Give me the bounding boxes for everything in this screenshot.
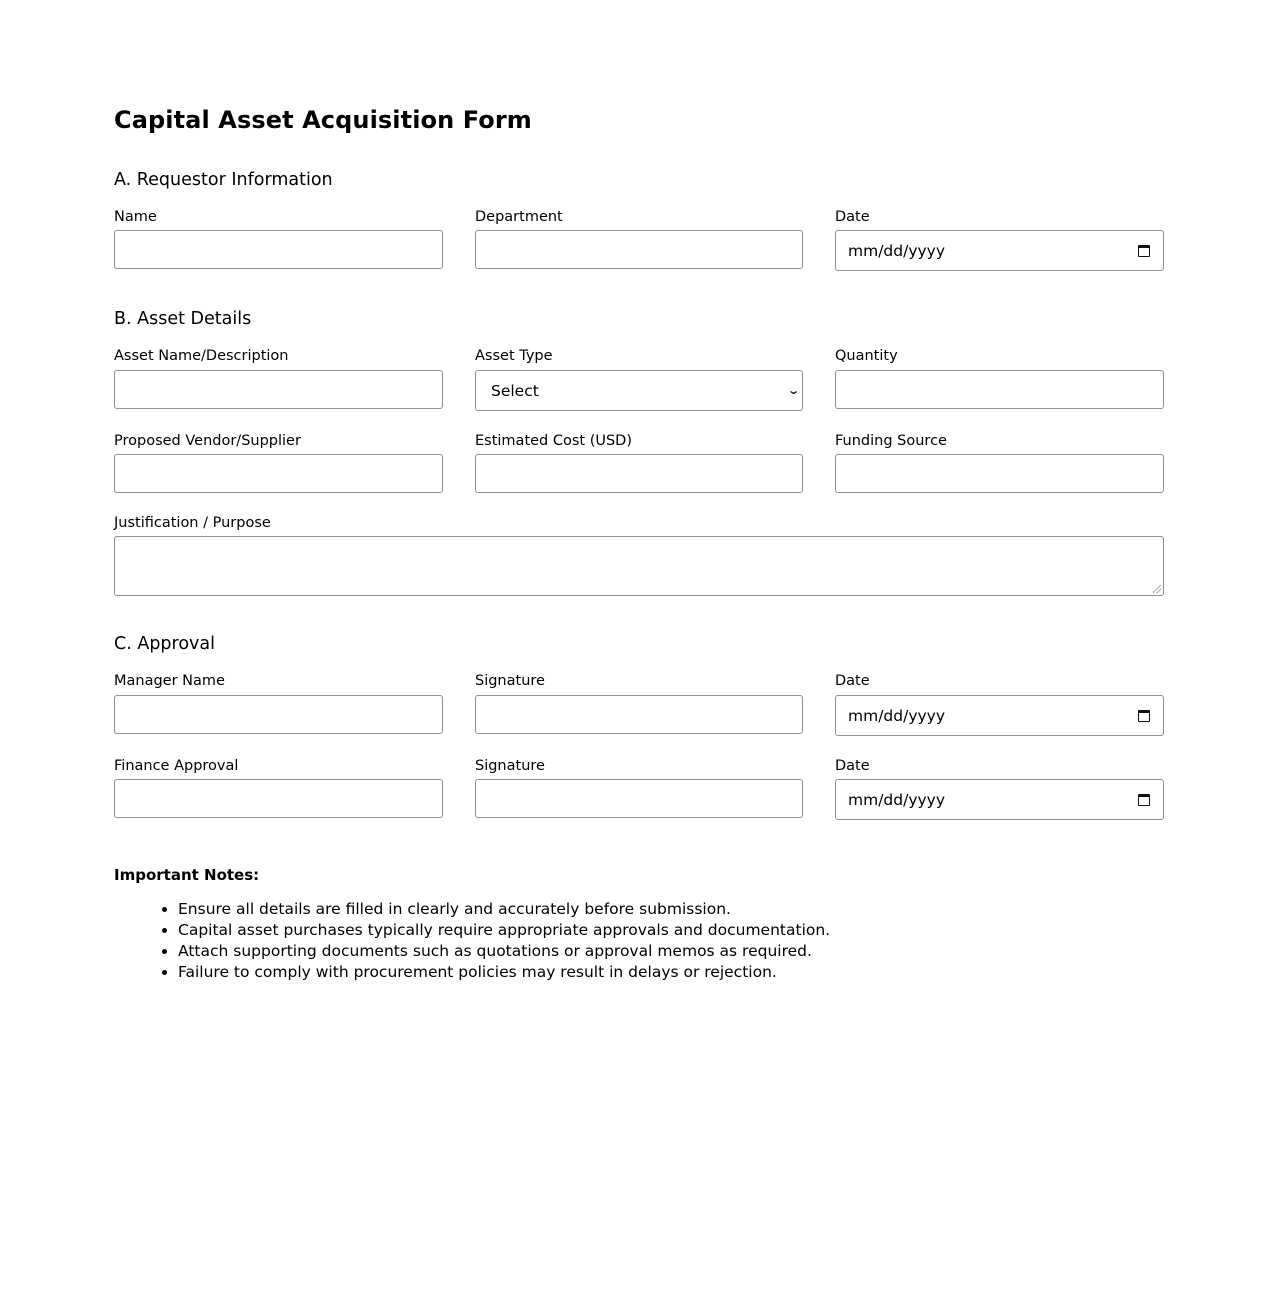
requestor-date-input[interactable] bbox=[835, 230, 1164, 271]
justification-textarea[interactable] bbox=[114, 536, 1164, 596]
asset-type-selected-value: Select bbox=[491, 381, 539, 400]
manager-signature-input[interactable] bbox=[475, 695, 803, 734]
date-placeholder: mm/dd/yyyy bbox=[848, 241, 946, 260]
section-c-heading: C. Approval bbox=[114, 634, 215, 654]
funding-source-label: Funding Source bbox=[835, 433, 947, 449]
page-title: Capital Asset Acquisition Form bbox=[114, 106, 532, 134]
department-input[interactable] bbox=[475, 230, 803, 269]
estimated-cost-input[interactable] bbox=[475, 454, 803, 493]
asset-name-label: Asset Name/Description bbox=[114, 348, 289, 364]
finance-signature-label: Signature bbox=[475, 758, 545, 774]
vendor-input[interactable] bbox=[114, 454, 443, 493]
manager-date-label: Date bbox=[835, 673, 870, 689]
justification-label: Justification / Purpose bbox=[114, 515, 271, 531]
quantity-input[interactable] bbox=[835, 370, 1164, 409]
name-input[interactable] bbox=[114, 230, 443, 269]
department-label: Department bbox=[475, 209, 563, 225]
chevron-down-icon: ⌄ bbox=[786, 384, 800, 397]
calendar-icon[interactable] bbox=[1138, 245, 1150, 257]
asset-name-input[interactable] bbox=[114, 370, 443, 409]
asset-type-select[interactable] bbox=[475, 370, 803, 411]
asset-type-label: Asset Type bbox=[475, 348, 553, 364]
finance-signature-input[interactable] bbox=[475, 779, 803, 818]
notes-title: Important Notes: bbox=[114, 866, 260, 884]
finance-approval-input[interactable] bbox=[114, 779, 443, 818]
date-placeholder: mm/dd/yyyy bbox=[848, 706, 946, 725]
list-item: • Attach supporting documents such as quotations or approval memos as required. bbox=[178, 941, 1178, 962]
vendor-label: Proposed Vendor/Supplier bbox=[114, 433, 301, 449]
section-b-heading: B. Asset Details bbox=[114, 309, 252, 329]
funding-source-input[interactable] bbox=[835, 454, 1164, 493]
calendar-icon[interactable] bbox=[1138, 794, 1150, 806]
resize-handle-icon[interactable] bbox=[1153, 585, 1161, 593]
quantity-label: Quantity bbox=[835, 348, 898, 364]
manager-signature-label: Signature bbox=[475, 673, 545, 689]
list-item: • Ensure all details are filled in clearly and accurately before submission. bbox=[178, 899, 1178, 920]
list-item: • Failure to comply with procurement policies may result in delays or rejection. bbox=[178, 962, 1178, 983]
finance-approval-label: Finance Approval bbox=[114, 758, 239, 774]
finance-date-input[interactable] bbox=[835, 779, 1164, 820]
list-item: • Capital asset purchases typically require appropriate approvals and documentation. bbox=[178, 920, 1178, 941]
manager-name-input[interactable] bbox=[114, 695, 443, 734]
finance-date-label: Date bbox=[835, 758, 870, 774]
estimated-cost-label: Estimated Cost (USD) bbox=[475, 433, 633, 449]
notes-list bbox=[114, 899, 1178, 983]
date-placeholder: mm/dd/yyyy bbox=[848, 790, 946, 809]
date-label: Date bbox=[835, 209, 870, 225]
manager-date-input[interactable] bbox=[835, 695, 1164, 736]
manager-name-label: Manager Name bbox=[114, 673, 225, 689]
section-a-heading: A. Requestor Information bbox=[114, 170, 333, 190]
name-label: Name bbox=[114, 209, 157, 225]
calendar-icon[interactable] bbox=[1138, 710, 1150, 722]
